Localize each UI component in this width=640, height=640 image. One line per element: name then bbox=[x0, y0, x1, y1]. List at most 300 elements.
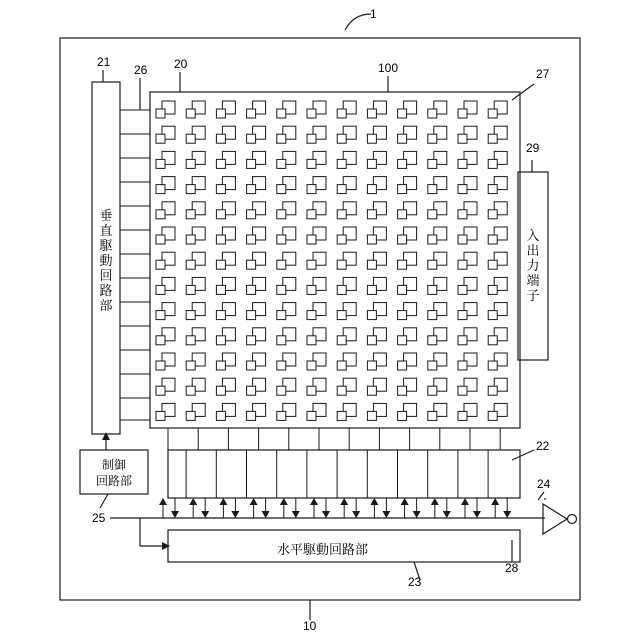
pixel-transistor bbox=[398, 336, 407, 345]
bus-to-column-arrow bbox=[340, 498, 348, 505]
pixel-cell bbox=[216, 227, 235, 244]
pixel-transistor bbox=[428, 285, 437, 294]
pixel-transistor bbox=[216, 361, 225, 370]
pixel-cell bbox=[186, 252, 205, 269]
pixel-transistor bbox=[247, 159, 256, 168]
pixel-cell bbox=[428, 353, 447, 370]
pixel-transistor bbox=[307, 411, 316, 420]
pixel-transistor bbox=[398, 210, 407, 219]
io-char-1: 出 bbox=[526, 243, 540, 258]
pixel-transistor bbox=[277, 185, 286, 194]
pixel-cell bbox=[337, 202, 356, 219]
pixel-transistor bbox=[398, 361, 407, 370]
pixel-transistor bbox=[488, 361, 497, 370]
output-pad bbox=[568, 515, 577, 524]
pixel-transistor bbox=[398, 260, 407, 269]
pixel-transistor bbox=[156, 386, 165, 395]
pixel-cell bbox=[277, 252, 296, 269]
pixel-transistor bbox=[307, 336, 316, 345]
pixel-cell bbox=[247, 353, 266, 370]
pixel-transistor bbox=[277, 311, 286, 320]
pixel-transistor bbox=[398, 185, 407, 194]
pixel-cell bbox=[156, 378, 175, 395]
pixel-transistor bbox=[186, 185, 195, 194]
pixel-transistor bbox=[247, 134, 256, 143]
pixel-cell bbox=[186, 126, 205, 143]
pixel-transistor bbox=[277, 260, 286, 269]
pixel-cell bbox=[458, 403, 477, 420]
column-to-bus-arrow bbox=[413, 511, 421, 518]
pixel-transistor bbox=[277, 285, 286, 294]
column-to-bus-arrow bbox=[352, 511, 360, 518]
pixel-cell bbox=[398, 177, 417, 194]
pixel-cell bbox=[337, 101, 356, 118]
column-to-bus-arrow bbox=[473, 511, 481, 518]
pixel-cell bbox=[247, 227, 266, 244]
vdrv-char-3: 動 bbox=[99, 253, 113, 268]
pixel-cell bbox=[488, 403, 507, 420]
pixel-transistor bbox=[307, 159, 316, 168]
pixel-transistor bbox=[337, 185, 346, 194]
pixel-transistor bbox=[186, 386, 195, 395]
pixel-transistor bbox=[367, 336, 376, 345]
pixel-transistor bbox=[186, 411, 195, 420]
ref-label-28: 28 bbox=[505, 561, 519, 575]
column-to-bus-arrow bbox=[262, 511, 270, 518]
pixel-cell bbox=[458, 378, 477, 395]
pixel-transistor bbox=[337, 336, 346, 345]
column-to-bus-arrow bbox=[292, 511, 300, 518]
pixel-transistor bbox=[367, 311, 376, 320]
io-char-2: 力 bbox=[526, 258, 540, 273]
pixel-transistor bbox=[367, 134, 376, 143]
pixel-cell bbox=[367, 126, 386, 143]
bus-to-column-arrow bbox=[310, 498, 318, 505]
horizontal-driver-label: 水平駆動回路部 bbox=[277, 542, 369, 557]
pixel-cell bbox=[277, 227, 296, 244]
ref-label-20: 20 bbox=[174, 57, 188, 71]
column-to-bus-arrow bbox=[171, 511, 179, 518]
pixel-transistor bbox=[398, 109, 407, 118]
column-circuit-block bbox=[168, 450, 520, 498]
pixel-transistor bbox=[458, 386, 467, 395]
pixel-transistor bbox=[428, 159, 437, 168]
pixel-transistor bbox=[307, 210, 316, 219]
pixel-cell bbox=[398, 101, 417, 118]
pixel-cell bbox=[216, 151, 235, 168]
pixel-cell bbox=[488, 177, 507, 194]
pixel-transistor bbox=[216, 285, 225, 294]
pixel-transistor bbox=[216, 235, 225, 244]
pixel-cell bbox=[428, 303, 447, 320]
pixel-cell bbox=[337, 378, 356, 395]
pixel-cell bbox=[398, 252, 417, 269]
column-signal-lines bbox=[168, 428, 500, 498]
pixel-transistor bbox=[186, 109, 195, 118]
pixel-transistor bbox=[156, 134, 165, 143]
pixel-transistor bbox=[337, 260, 346, 269]
pixel-transistor bbox=[277, 336, 286, 345]
pixel-cell bbox=[307, 303, 326, 320]
pixel-cell bbox=[458, 202, 477, 219]
pixel-transistor bbox=[156, 260, 165, 269]
pixel-cell bbox=[428, 151, 447, 168]
pixel-cell bbox=[428, 277, 447, 294]
pixel-cell bbox=[307, 126, 326, 143]
pixel-transistor bbox=[458, 411, 467, 420]
pixel-transistor bbox=[307, 311, 316, 320]
pixel-transistor bbox=[428, 311, 437, 320]
pixel-transistor bbox=[488, 235, 497, 244]
pixel-cell bbox=[186, 202, 205, 219]
pixel-cell bbox=[277, 378, 296, 395]
pixel-cell bbox=[398, 403, 417, 420]
pixel-transistor bbox=[367, 185, 376, 194]
pixel-cell bbox=[186, 403, 205, 420]
pixel-transistor bbox=[398, 235, 407, 244]
bus-to-column-arrow bbox=[491, 498, 499, 505]
pixel-transistor bbox=[337, 210, 346, 219]
bus-to-column-arrow bbox=[280, 498, 288, 505]
pixel-cell bbox=[428, 101, 447, 118]
pixel-cell bbox=[186, 227, 205, 244]
pixel-transistor bbox=[247, 109, 256, 118]
pixel-transistor bbox=[488, 185, 497, 194]
pixel-transistor bbox=[367, 235, 376, 244]
pixel-transistor bbox=[428, 386, 437, 395]
column-to-bus-arrow bbox=[382, 511, 390, 518]
pixel-cell bbox=[488, 328, 507, 345]
io-char-0: 入 bbox=[526, 228, 540, 243]
pixel-cell bbox=[458, 277, 477, 294]
pixel-cell bbox=[337, 227, 356, 244]
vdrv-char-6: 部 bbox=[99, 298, 113, 313]
pixel-cell bbox=[398, 328, 417, 345]
pixel-transistor bbox=[186, 235, 195, 244]
pixel-transistor bbox=[458, 235, 467, 244]
pixel-transistor bbox=[367, 285, 376, 294]
pixel-cell bbox=[337, 403, 356, 420]
pixel-cell bbox=[186, 101, 205, 118]
pixel-transistor bbox=[428, 411, 437, 420]
pixel-transistor bbox=[458, 311, 467, 320]
pixel-transistor bbox=[156, 361, 165, 370]
pixel-transistor bbox=[398, 386, 407, 395]
pixel-cell bbox=[277, 328, 296, 345]
pixel-cell bbox=[156, 353, 175, 370]
pixel-cell bbox=[428, 126, 447, 143]
pixel-transistor bbox=[428, 361, 437, 370]
pixel-cell bbox=[247, 403, 266, 420]
pixel-cell bbox=[458, 151, 477, 168]
pixel-cell bbox=[367, 151, 386, 168]
pixel-cell bbox=[156, 403, 175, 420]
pixel-transistor bbox=[186, 285, 195, 294]
pixel-transistor bbox=[458, 260, 467, 269]
pixel-transistor bbox=[398, 159, 407, 168]
pixel-cell bbox=[156, 151, 175, 168]
pixel-transistor bbox=[247, 210, 256, 219]
control-circuit-label-line1: 制御 bbox=[101, 458, 126, 472]
bus-to-column-arrow bbox=[401, 498, 409, 505]
pixel-cell bbox=[428, 177, 447, 194]
pixel-cell bbox=[307, 378, 326, 395]
pixel-transistor bbox=[307, 109, 316, 118]
pixel-transistor bbox=[428, 109, 437, 118]
pixel-cell bbox=[216, 353, 235, 370]
output-amplifier bbox=[543, 504, 567, 534]
pixel-cell bbox=[398, 202, 417, 219]
pixel-transistor bbox=[367, 386, 376, 395]
pixel-transistor bbox=[277, 210, 286, 219]
vdrv-char-4: 回 bbox=[99, 268, 113, 283]
pixel-transistor bbox=[247, 311, 256, 320]
pixel-transistor bbox=[458, 210, 467, 219]
pixel-transistor bbox=[216, 311, 225, 320]
ref-label-27: 27 bbox=[536, 67, 550, 81]
pixel-cell bbox=[458, 252, 477, 269]
pixel-transistor bbox=[488, 109, 497, 118]
pixel-transistor bbox=[156, 336, 165, 345]
pixel-transistor bbox=[216, 134, 225, 143]
pixel-cell bbox=[277, 403, 296, 420]
pixel-transistor bbox=[216, 260, 225, 269]
pixel-cell bbox=[186, 151, 205, 168]
vdrv-char-2: 駆 bbox=[99, 238, 113, 253]
pixel-transistor bbox=[156, 235, 165, 244]
pixel-cell bbox=[488, 227, 507, 244]
pixel-transistor bbox=[398, 411, 407, 420]
pixel-transistor bbox=[458, 336, 467, 345]
pixel-transistor bbox=[307, 386, 316, 395]
pixel-cell bbox=[186, 353, 205, 370]
pixel-cell bbox=[337, 252, 356, 269]
ref-label-100: 100 bbox=[378, 61, 399, 75]
pixel-cell bbox=[458, 126, 477, 143]
pixel-transistor bbox=[277, 134, 286, 143]
pixel-cell bbox=[367, 202, 386, 219]
pixel-cell bbox=[277, 126, 296, 143]
pixel-cell bbox=[367, 277, 386, 294]
pixel-transistor bbox=[307, 235, 316, 244]
pixel-transistor bbox=[186, 134, 195, 143]
pixel-cell bbox=[277, 151, 296, 168]
pixel-transistor bbox=[156, 109, 165, 118]
pixel-cell bbox=[367, 303, 386, 320]
pixel-transistor bbox=[307, 134, 316, 143]
pixel-cell bbox=[307, 328, 326, 345]
pixel-transistor bbox=[458, 285, 467, 294]
pixel-transistor bbox=[277, 235, 286, 244]
ref-label-25: 25 bbox=[92, 511, 106, 525]
pixel-transistor bbox=[337, 386, 346, 395]
column-to-bus-arrow bbox=[503, 511, 511, 518]
pixel-cell bbox=[488, 252, 507, 269]
pixel-cell bbox=[458, 227, 477, 244]
vdrv-char-0: 垂 bbox=[99, 208, 113, 223]
pixel-transistor bbox=[216, 159, 225, 168]
pixel-transistor bbox=[247, 185, 256, 194]
pixel-cell bbox=[398, 378, 417, 395]
pixel-cell bbox=[216, 202, 235, 219]
pixel-cell bbox=[337, 151, 356, 168]
pixel-transistor bbox=[488, 260, 497, 269]
pixel-transistor bbox=[458, 159, 467, 168]
bus-to-column-arrow bbox=[189, 498, 197, 505]
pixel-cell bbox=[156, 277, 175, 294]
pixel-cell bbox=[428, 252, 447, 269]
control-circuit-label-line2: 回路部 bbox=[95, 474, 132, 488]
pixel-cell bbox=[277, 177, 296, 194]
pixel-transistor bbox=[367, 411, 376, 420]
pixel-transistor bbox=[186, 210, 195, 219]
pixel-cell bbox=[398, 353, 417, 370]
pixel-transistor bbox=[458, 109, 467, 118]
pixel-cell bbox=[186, 303, 205, 320]
pixel-transistor bbox=[277, 159, 286, 168]
pixel-cell bbox=[398, 277, 417, 294]
pixel-cell bbox=[488, 126, 507, 143]
ref-label-26: 26 bbox=[134, 63, 148, 77]
bus-to-column-arrow bbox=[461, 498, 469, 505]
pixel-transistor bbox=[488, 311, 497, 320]
pixel-transistor bbox=[156, 411, 165, 420]
pixel-transistor bbox=[156, 185, 165, 194]
pixel-transistor bbox=[488, 336, 497, 345]
pixel-transistor bbox=[367, 260, 376, 269]
pixel-cell bbox=[337, 353, 356, 370]
pixel-cell bbox=[488, 202, 507, 219]
pixel-cell bbox=[488, 151, 507, 168]
pixel-cell bbox=[186, 328, 205, 345]
pixel-cell bbox=[156, 126, 175, 143]
pixel-cell bbox=[337, 328, 356, 345]
pixel-transistor bbox=[428, 134, 437, 143]
pixel-cell bbox=[307, 151, 326, 168]
bus-to-column-arrow bbox=[159, 498, 167, 505]
pixel-transistor bbox=[337, 285, 346, 294]
pixel-cell bbox=[156, 101, 175, 118]
ref-label-23: 23 bbox=[408, 575, 422, 589]
column-to-bus-arrow bbox=[231, 511, 239, 518]
pixel-transistor bbox=[428, 336, 437, 345]
ref-label-24: 24 bbox=[537, 477, 551, 491]
pixel-cell bbox=[367, 252, 386, 269]
pixel-transistor bbox=[428, 185, 437, 194]
pixel-transistor bbox=[186, 159, 195, 168]
ref-label-21: 21 bbox=[97, 55, 111, 69]
pixel-transistor bbox=[398, 134, 407, 143]
pixel-transistor bbox=[488, 411, 497, 420]
leader-ref-25 bbox=[100, 494, 108, 508]
leader-ref-1 bbox=[345, 14, 371, 30]
pixel-cell bbox=[488, 277, 507, 294]
leader-ref-22 bbox=[512, 450, 534, 460]
vdrv-char-1: 直 bbox=[99, 223, 113, 238]
pixel-cell bbox=[398, 303, 417, 320]
pixel-cell bbox=[488, 353, 507, 370]
pixel-transistor bbox=[216, 210, 225, 219]
pixel-transistor bbox=[337, 311, 346, 320]
pixel-cell bbox=[307, 353, 326, 370]
io-char-3: 端 bbox=[526, 273, 540, 288]
pixel-cell bbox=[307, 177, 326, 194]
pixel-cell bbox=[247, 277, 266, 294]
pixel-cell bbox=[367, 353, 386, 370]
column-to-bus-arrow bbox=[201, 511, 209, 518]
pixel-cell bbox=[367, 177, 386, 194]
chip-outline bbox=[60, 38, 580, 600]
leader-ref-24 bbox=[538, 492, 544, 500]
pixel-cell bbox=[337, 177, 356, 194]
pixel-cell bbox=[307, 101, 326, 118]
pixel-transistor bbox=[307, 361, 316, 370]
pixel-transistor bbox=[398, 285, 407, 294]
pixel-transistor bbox=[156, 285, 165, 294]
pixel-transistor bbox=[277, 411, 286, 420]
pixel-cell bbox=[488, 303, 507, 320]
pixel-cell bbox=[247, 126, 266, 143]
pixel-transistor bbox=[458, 185, 467, 194]
pixel-cell bbox=[216, 403, 235, 420]
pixel-cell bbox=[216, 277, 235, 294]
pixel-cell bbox=[216, 177, 235, 194]
pixel-transistor bbox=[337, 109, 346, 118]
pixel-cell bbox=[247, 151, 266, 168]
pixel-cell bbox=[247, 101, 266, 118]
pixel-cell bbox=[367, 227, 386, 244]
bus-to-column-arrow bbox=[250, 498, 258, 505]
pixel-cell bbox=[216, 303, 235, 320]
pixel-transistor bbox=[367, 109, 376, 118]
pixel-cell bbox=[216, 126, 235, 143]
pixel-transistor bbox=[156, 210, 165, 219]
pixel-transistor bbox=[428, 235, 437, 244]
io-char-4: 子 bbox=[526, 288, 540, 303]
pixel-cell bbox=[186, 277, 205, 294]
vdrv-char-5: 路 bbox=[99, 283, 113, 298]
pixel-cell bbox=[156, 227, 175, 244]
pixel-cell bbox=[367, 403, 386, 420]
pixel-transistor bbox=[247, 411, 256, 420]
pixel-transistor bbox=[488, 159, 497, 168]
pixel-cell bbox=[186, 177, 205, 194]
bus-to-column-arrow bbox=[431, 498, 439, 505]
pixel-cell bbox=[307, 227, 326, 244]
pixel-transistor bbox=[247, 386, 256, 395]
pixel-cell bbox=[458, 328, 477, 345]
pixel-transistor bbox=[337, 235, 346, 244]
row-select-lines bbox=[120, 110, 150, 420]
pixel-cell bbox=[337, 126, 356, 143]
control-to-vertical-arrow bbox=[102, 432, 110, 440]
pixel-cell bbox=[367, 378, 386, 395]
pixel-cell bbox=[398, 126, 417, 143]
pixel-cell bbox=[367, 328, 386, 345]
pixel-cell bbox=[428, 403, 447, 420]
pixel-transistor bbox=[186, 260, 195, 269]
pixel-cell bbox=[337, 277, 356, 294]
pixel-transistor bbox=[247, 260, 256, 269]
pixel-cell bbox=[428, 328, 447, 345]
pixel-transistor bbox=[488, 285, 497, 294]
pixel-cell bbox=[307, 403, 326, 420]
pixel-transistor bbox=[428, 210, 437, 219]
pixel-transistor bbox=[458, 361, 467, 370]
pixel-transistor bbox=[337, 361, 346, 370]
bus-to-column-arrow bbox=[370, 498, 378, 505]
pixel-transistor bbox=[247, 361, 256, 370]
